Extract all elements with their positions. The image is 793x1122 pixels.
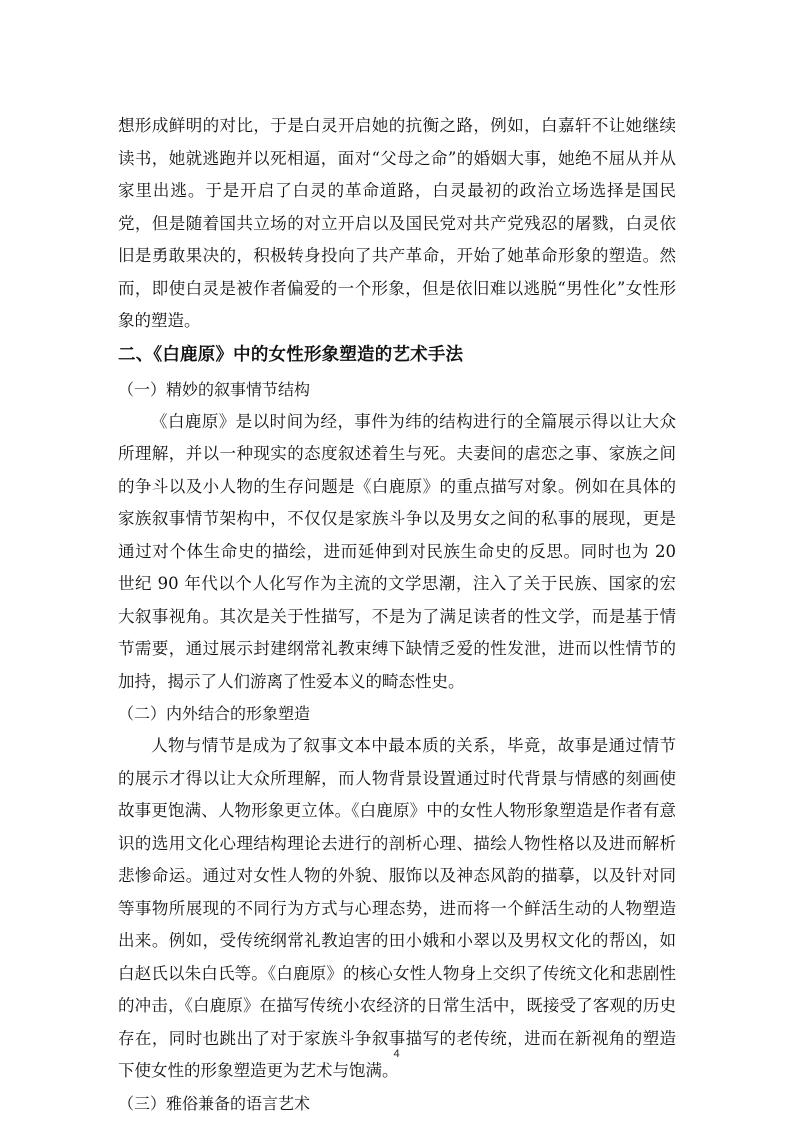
section-heading: 二、《白鹿原》中的女性形象塑造的艺术手法	[118, 344, 464, 365]
subsection-heading-2: （二）内外结合的形象塑造	[118, 704, 311, 723]
document-page	[118, 110, 676, 1120]
subsection-heading-3: （三）雅俗兼备的语言艺术	[118, 1093, 311, 1113]
body-paragraph-2: 人物与情节是成为了叙事文本中最本质的关系，毕竟，故事是通过情节的展示才得以让大众所理解，而人物背景设置通过时代背景与情感的刻画使故事更饱满、人物形象更立体。《白鹿原》中的女性人物形象塑造是作者有意识的选用文化心理结构理论去进行的剖析心理、描绘人物性格以及进而解析悲惨命运。通过对女性人物的外貌、服饰以及神态风韵的描摹，以及针对同等事物所展现的不同行为方式与心理态势，进而将一个鲜活生动的人物塑造出来。例如，受传统纲常礼教迫害的田小娥和小翠以及男权文化的帮凶，如白赵氏以朱白氏等。《白鹿原》的核心女性人物身上交织了传统文化和悲剧性的冲击，《白鹿原》在描写传统小农经济的日常生活中，既接受了客观的历史存在，同时也跳出了对于家族斗争叙事描写的老传统，进而在新视角的塑造下使女性的形象塑造更为艺术与饱满。	[118, 736, 676, 1080]
subsection-heading-1: （一）精妙的叙事情节结构	[118, 379, 311, 399]
body-paragraph-continuation: 想形成鲜明的对比，于是白灵开启她的抗衡之路，例如，白嘉轩不让她继续读书，她就逃跑并以死相逼，面对“父母之命”的婚姻大事，她绝不屈从并从家里出逃。于是开启了白灵的革命道路，白灵最初的政治立场选择是国民党，但是随着国共立场的对立开启以及国民党对共产党残忍的屠戮，白灵依旧是勇敢果决的，积极转身投向了共产革命，开始了她革命形象的塑造。然而，即使白灵是被作者偏爱的一个形象，但是依旧难以逃脱“男性化”女性形象的塑造。	[118, 116, 676, 330]
body-paragraph-1: 《白鹿原》是以时间为经，事件为纬的结构进行的全篇展示得以让大众所理解，并以一种现实的态度叙述着生与死。夫妻间的虐恋之事、家族之间的争斗以及小人物的生存问题是《白鹿原》的重点描写对象。例如在具体的家族叙事情节架构中，不仅仅是家族斗争以及男女之间的私事的展现，更是通过对个体生命史的描绘，进而延伸到对民族生命史的反思。同时也为 20 世纪 90 年代以个人化写作为主流的文学思潮，注入了关于民族、国家的宏大叙事视角。其次是关于性描写，不是为了满足读者的性文学，而是基于情节需要，通过展示封建纲常礼教束缚下缺情乏爱的性发泄，进而以性情节的加持，揭示了人们游离了性爱本义的畸态性史。	[118, 411, 676, 691]
page-number: 4	[393, 1048, 400, 1060]
